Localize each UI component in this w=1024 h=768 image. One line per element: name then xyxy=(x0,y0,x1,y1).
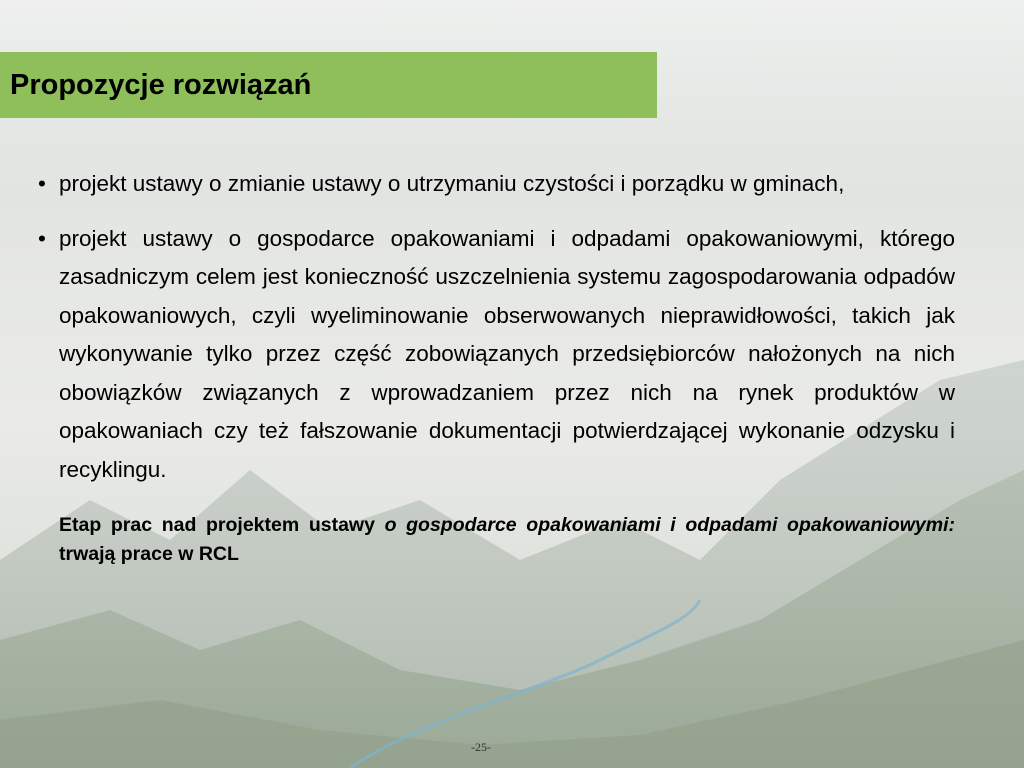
title-bar xyxy=(0,52,657,118)
bullet-icon: • xyxy=(38,171,46,196)
note-text-act-title: o gospodarce opakowaniami i odpadami opakowaniowymi: xyxy=(384,514,955,536)
bullet-text: projekt ustawy o zmianie ustawy o utrzymaniu czystości i porządku w gminach, xyxy=(59,171,845,196)
note-text-status: trwają prace w RCL xyxy=(59,543,239,565)
page-number: -25- xyxy=(471,740,491,754)
bullet-item xyxy=(38,165,955,204)
bullet-item xyxy=(38,220,955,490)
note-text-prefix: Etap prac nad projektem ustawy xyxy=(59,514,385,536)
status-note xyxy=(38,511,955,569)
slide-title: Propozycje rozwiązań xyxy=(10,68,312,101)
bullet-text: projekt ustawy o gospodarce opakowaniami i odpadami opakowaniowymi, którego zasadniczym celem jest konieczność uszczelnienia systemu zagospodarowania odpadów opakowaniowych, czyli wyeliminowanie obserwowanych nieprawidłowości, takich jak wykonywanie tylko przez część zobowiązanych przedsiębiorców nałożonych na nich obowiązków związanych z wprowadzaniem przez nich na rynek produktów w opakowaniach czy też fałszowanie dokumentacji potwierdzającej wykonanie odzysku i recyklingu. xyxy=(59,225,955,482)
bullet-icon: • xyxy=(38,225,46,251)
slide-content xyxy=(38,165,955,569)
